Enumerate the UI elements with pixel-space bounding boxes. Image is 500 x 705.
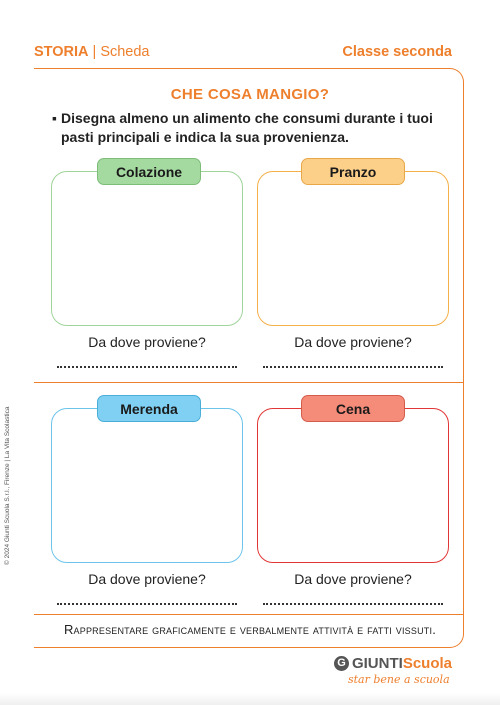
answer-line-merenda[interactable]: [57, 603, 237, 605]
header-separator: |: [92, 44, 97, 60]
answer-line-colazione[interactable]: [57, 366, 237, 368]
tab-cena: Cena: [301, 395, 405, 422]
logo-tagline: star bene a scuola: [347, 673, 450, 686]
answer-line-cena[interactable]: [263, 603, 443, 605]
logo-brand: GIUNTI: [351, 655, 403, 672]
page-bottom-shadow: [0, 693, 500, 705]
tab-merenda: Merenda: [97, 395, 201, 422]
bullet-icon: ▪: [52, 110, 57, 126]
giunti-g-icon: G: [334, 656, 349, 671]
question-colazione: Da dove proviene?: [88, 334, 206, 350]
page-header: [34, 44, 452, 64]
subject-name: STORIA: [34, 44, 89, 60]
instruction: [52, 109, 452, 147]
logo-brand-suffix: Scuola: [402, 655, 452, 672]
instruction-text: Disegna almeno un alimento che consumi durante i tuoi pasti principali e indica la sua provenienza.: [61, 110, 433, 145]
publisher-logo: [334, 655, 452, 686]
question-cena: Da dove proviene?: [294, 571, 412, 587]
subject-label: [34, 44, 150, 60]
question-pranzo: Da dove proviene?: [294, 334, 412, 350]
copyright-notice: © 2024 Giunti Scuola S.r.l., Firenze | La Vita Scolastica: [4, 406, 11, 565]
footer-divider: [34, 614, 464, 615]
learning-objective: Rappresentare graficamente e verbalmente attività e fatti vissuti.: [63, 622, 437, 637]
question-merenda: Da dove proviene?: [88, 571, 206, 587]
document-type: Scheda: [100, 44, 150, 60]
drawing-box-merenda[interactable]: [51, 408, 243, 563]
drawing-box-pranzo[interactable]: [257, 171, 449, 326]
drawing-box-colazione[interactable]: [51, 171, 243, 326]
drawing-box-cena[interactable]: [257, 408, 449, 563]
grade-label: Classe seconda: [342, 44, 452, 60]
answer-line-pranzo[interactable]: [263, 366, 443, 368]
tab-colazione: Colazione: [97, 158, 201, 185]
section-divider: [34, 382, 464, 383]
worksheet-title: CHE COSA MANGIO?: [170, 86, 330, 103]
tab-pranzo: Pranzo: [301, 158, 405, 185]
